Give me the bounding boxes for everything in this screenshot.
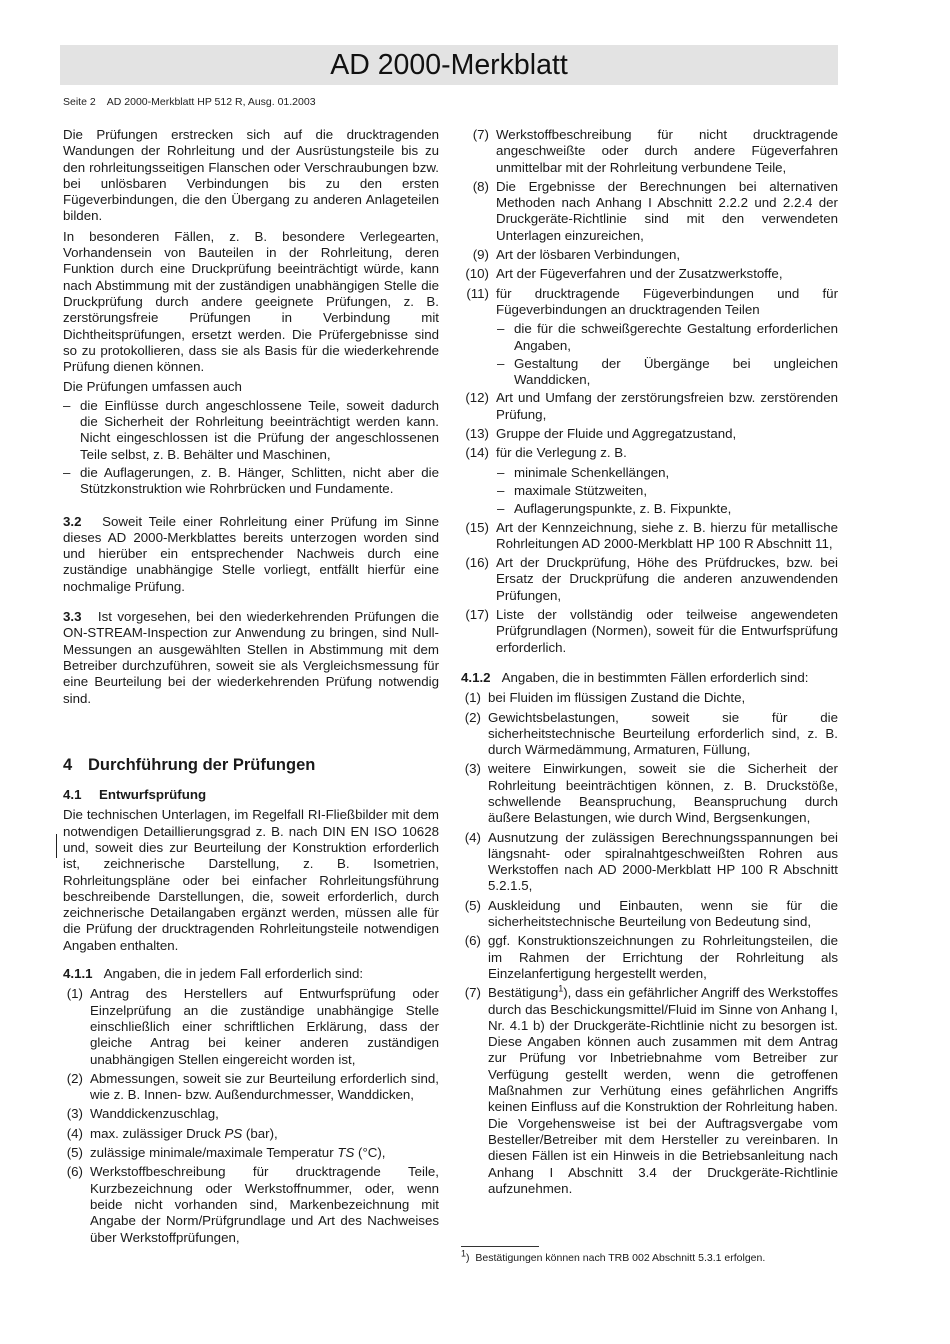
page-meta: Seite 2 AD 2000-Merkblatt HP 512 R, Ausg. 01.2003 xyxy=(63,96,316,108)
paragraph: Die Prüfungen erstrecken sich auf die drucktragenden Wandungen der Rohrleitung und der Ausrüstungsteile bis zu den rohrleitungsseitigen Flanschen oder Verschraubungen bzw. bei unlösbaren Verbindungen bis zu den ersten Fügeverbindungen, die den Übergang zu anderen Anlageteilen bilden. xyxy=(63,127,439,224)
item-text: Art der Fügeverfahren und der Zusatzwerkstoffe, xyxy=(496,266,783,282)
item-number: (6) xyxy=(464,933,481,949)
item-text: Antrag des Herstellers auf Entwurfsprüfung oder Einzelprüfung an die zuständige unabhängige Stelle einschließlich einer schriftlichen Erklärung, dass der gleiche Antrag bei keiner anderen zuständigen unabhängigen Stellen eingereicht worden ist, xyxy=(90,986,439,1067)
section-3-2: 3.2 Soweit Teile einer Rohrleitung einer Prüfung im Sinne dieses AD 2000-Merkblattes bereits unterzogen worden sind und hierüber ein entsprechender Nachweis durch eine zuständige unabhängige Stelle vorliegt, entfällt hierfür eine nochmalige Prüfung. xyxy=(63,513,439,594)
list-item xyxy=(461,247,838,263)
item-number: (2) xyxy=(66,1070,83,1086)
list-item xyxy=(461,426,838,442)
dash-marker: – xyxy=(63,464,71,480)
item-number: (2) xyxy=(464,709,481,725)
footnote-ref: 1 xyxy=(558,983,564,994)
list-item xyxy=(63,1126,439,1142)
item-text: Art der lösbaren Verbindungen, xyxy=(496,247,681,263)
item-number: (16) xyxy=(465,555,489,571)
item-text: Werkstoffbeschreibung für drucktragende Teile, Kurzbezeichnung oder Werkstoffnummer, oder, wenn beide nicht vorhanden sind, Markenbezeichnung mit Angabe der Norm/Prüfgrundlage und Art des Nachweises über Werkstoffprüfungen, xyxy=(90,1164,439,1245)
document-banner: AD 2000-Merkblatt xyxy=(60,45,838,85)
list-item xyxy=(461,761,838,826)
list-item: – Auflagerungspunkte, z. B. Fixpunkte, xyxy=(497,501,732,517)
item-number: (13) xyxy=(465,426,489,442)
item-text: Bestätigung$^1$), dass ein gefährlicher Angriff des Werkstoffes durch das Beschickungsmittel/Fluid im Sinne von Anhang I, Nr. 4.1 b) der Druckgeräte-Richtlinie nicht zu besorgen ist. Diese Angaben können auch zusammen mit dem Antrag zur Prüfung vor Inbetriebnahme vom Betreiber zur Verfügung gestellt werden, wenn die getroffenen Maßnahmen zur Verhütung eines gefährlichen Angriffs keinen Einfluss auf die Konstruktion der Rohrleitung haben. Die Vorgehensweise ist bei der Auftragsvergabe vom Besteller/Betreiber mit dem Hersteller zu vereinbaren. In diesen Fällen ist ein Hinweis in die Betriebsanleitung nach Anhang I Abschnitt 3.4 der Druckgeräte-Richtlinie aufzunehmen. xyxy=(488,983,838,1196)
paragraph: Die Prüfungen umfassen auch xyxy=(63,379,242,395)
item-text: Abmessungen, soweit sie zur Beurteilung erforderlich sind, wie z. B. Innen- bzw. Außendurchmesser, Wanddicken, xyxy=(90,1070,439,1103)
item-number: (3) xyxy=(464,761,481,777)
list-item xyxy=(63,986,439,1067)
item-text: ggf. Konstruktionszeichnungen zu Rohrleitungsteilen, die im Rahmen der Errichtung der Rohrleitung als Einzelanfertigung hergestellt werden, xyxy=(488,933,838,981)
item-number: (12) xyxy=(465,390,489,406)
list-item xyxy=(63,1145,439,1161)
list-item: – die Auflagerungen, z. B. Hänger, Schlitten, nicht aber die Stützkonstruktion wie Rohrbrücken und Fundamente. xyxy=(63,464,439,497)
dash-marker: – xyxy=(63,397,71,413)
item-number: (15) xyxy=(465,519,489,535)
list-item xyxy=(461,266,838,282)
item-number: (1) xyxy=(464,690,481,706)
list-item: – minimale Schenkellängen, xyxy=(497,464,670,480)
item-text: bei Fluiden im flüssigen Zustand die Dichte, xyxy=(488,690,746,706)
list-item xyxy=(461,830,838,895)
item-text: für die Verlegung z. B. xyxy=(496,445,627,461)
list-item xyxy=(63,1106,439,1122)
item-number: (11) xyxy=(466,285,489,301)
list-item xyxy=(461,933,838,982)
list-item xyxy=(461,286,838,319)
item-text: Werkstoffbeschreibung für nicht drucktragende angeschweißte oder durch andere Fügeverfahren unmittelbar mit der Rohrleitung verbundene Teile, xyxy=(496,127,838,175)
list-item: – die Einflüsse durch angeschlossene Teile, soweit dadurch die Sicherheit der Rohrleitung beeinträchtigt werden kann. Nicht eingeschlossen ist die Prüfung der angeschlossenen Teile selbst, z. B. Behälter und Maschinen, xyxy=(63,397,439,462)
item-text: Wanddickenzuschlag, xyxy=(90,1106,219,1122)
item-number: (14) xyxy=(465,445,489,461)
item-text: Gruppe der Fluide und Aggregatzustand, xyxy=(496,426,737,442)
list-item xyxy=(461,390,838,423)
list-item xyxy=(461,607,838,656)
item-text: max. zulässiger Druck PS (bar), xyxy=(90,1125,278,1141)
list-item xyxy=(63,1071,439,1104)
dash-list xyxy=(497,321,838,388)
section-3-3: 3.3 Ist vorgesehen, bei den wiederkehrenden Prüfungen die ON-STREAM-Inspection zur Anwendung zu bringen, sind Null-Messungen an ausgewählten Stellen in Abstimmung mit dem Betreiber durchzuführen, soweit sie als Vergleichsmessung für eine Beurteilung bei der wiederkehrenden Prüfung notwendig sind. xyxy=(63,609,439,706)
item-text: Gewichtsbelastungen, soweit sie für die sicherheitstechnische Beurteilung erforderlich sind, z. B. durch Wärmedämmung, Armaturen, Füllung, xyxy=(488,709,838,758)
item-number: (7) xyxy=(472,127,489,142)
numbered-list xyxy=(461,520,838,656)
list-item xyxy=(461,710,838,759)
section-heading-4: 4 Durchführung der Prüfungen xyxy=(63,755,316,774)
left-column xyxy=(63,127,439,1249)
section-heading-4-1: 4.1 Entwurfsprüfung xyxy=(63,787,207,803)
dash-marker: – xyxy=(497,321,505,337)
section-4-1-2: 4.1.2 Angaben, die in bestimmten Fällen erforderlich sind: xyxy=(461,669,809,685)
item-text: Auskleidung und Einbauten, wenn sie für die sicherheitstechnische Beurteilung von Bedeutung sind, xyxy=(488,897,838,930)
item-text: für drucktragende Fügeverbindungen und für Fügeverbindungen an drucktragenden Teilen xyxy=(496,285,838,317)
item-text: zulässige minimale/maximale Temperatur TS (°C), xyxy=(90,1145,386,1161)
item-text: Art der Kennzeichnung, siehe z. B. hierzu für metallische Rohrleitungen AD 2000-Merkblatt HP 100 R Abschnitt 11, xyxy=(496,519,838,551)
item-number: (1) xyxy=(66,986,83,1002)
item-text: Ausnutzung der zulässigen Berechnungsspannungen bei längsnaht- oder spiralnahtgeschweißten Rohren aus Werkstoffen nach AD 2000-Merkblatt HP 100 R Abschnitt 5.2.1.5, xyxy=(488,829,838,894)
footnote: $^1$) Bestätigungen können nach TRB 002 Abschnitt 5.3.1 erfolgen. xyxy=(461,1248,766,1264)
dash-marker: – xyxy=(497,464,505,480)
list-item xyxy=(461,179,838,244)
right-column xyxy=(461,127,838,1200)
list-item: – die für die schweißgerechte Gestaltung erforderlichen Angaben, xyxy=(497,321,838,353)
item-number: (3) xyxy=(66,1106,83,1122)
list-item xyxy=(461,555,838,604)
item-text: Liste der vollständig oder teilweise angewendeten Prüfgrundlagen (Normen), soweit für die Entwurfsprüfung erforderlich. xyxy=(496,607,838,655)
numbered-list xyxy=(63,986,439,1245)
item-number: (4) xyxy=(464,829,481,845)
section-4-1-1: 4.1.1 Angaben, die in jedem Fall erforderlich sind: xyxy=(63,966,364,982)
item-text: Art und Umfang der zerstörungsfreien bzw. zerstörenden Prüfung, xyxy=(496,390,838,422)
paragraph: Die technischen Unterlagen, im Regelfall RI-Fließbilder mit dem notwendigen Detaillierungsgrad z. B. nach DIN EN ISO 10628 und, soweit dies zur Beurteilung der Konstruktion erforderlich ist, zeichnerische Darstellung, z. B. Isometrien, Rohrleitungspläne oder bei einfacher Rohrleitungsführung beschreibende Darstellungen, die, soweit erforderlich, durch zeichnerische Detailangaben ergänzt werden, müssen alle für die Prüfung der drucktragenden Rohrleitungsteile notwendigen Angaben enthalten. xyxy=(63,807,439,953)
list-item: – maximale Stützweiten, xyxy=(497,482,648,498)
list-item xyxy=(461,898,838,931)
footnote-rule xyxy=(461,1246,539,1247)
item-number: (4) xyxy=(66,1125,83,1141)
paragraph: In besonderen Fällen, z. B. besondere Verlegearten, Vorhandensein von Bauteilen in der Rohrleitung, deren Funktion durch eine Druckprüfung beeinträchtigt würde, kann nach Abstimmung mit der zuständigen unabhängigen Stelle die Druckprüfung durch andere geeignete Prüfungen, z. B. zerstörungsfreie Prüfungen in Verbindung mit Dichtheitsprüfungen, ersetzt werden. Die Prüfergebnisse sind so zu protokollieren, dass sie als Basis für die wiederkehrende Prüfung dienen können. xyxy=(63,228,439,375)
dash-list xyxy=(497,465,838,518)
numbered-list xyxy=(461,127,838,318)
numbered-list xyxy=(461,390,838,461)
item-text: weitere Einwirkungen, soweit sie die Sicherheit der Rohrleitung beeinträchtigen können, z. B. Druckstöße, schwellende Beanspruchung, Beanspruchung durch äußere Belastungen, wie durch Wind, Bergsenkungen, xyxy=(488,761,838,826)
dash-marker: – xyxy=(497,355,505,371)
list-item xyxy=(461,690,838,706)
list-item xyxy=(63,1164,439,1245)
item-number: (9) xyxy=(472,247,489,263)
dash-marker: – xyxy=(497,501,505,517)
item-number: (5) xyxy=(66,1145,83,1161)
dash-marker: – xyxy=(497,482,505,498)
item-number: (6) xyxy=(66,1164,83,1180)
item-text: Die Ergebnisse der Berechnungen bei alternativen Methoden nach Anhang I Abschnitt 2.2.2 und 2.2.4 der Druckgeräte-Richtlinie sind mit den verwendeten Unterlagen einzureichen, xyxy=(496,178,838,243)
list-item: – Gestaltung der Übergänge bei ungleichen Wanddicken, xyxy=(497,355,838,388)
list-item xyxy=(461,520,838,553)
item-number: (7) xyxy=(464,985,481,1001)
list-item xyxy=(461,985,838,1197)
list-item xyxy=(461,127,838,176)
item-number: (8) xyxy=(472,178,489,194)
numbered-list xyxy=(461,690,838,982)
item-text: Art der Druckprüfung, Höhe des Prüfdruckes, bzw. bei Ersatz der Druckprüfung die anderen anzuwendenden Prüfungen, xyxy=(496,555,838,603)
item-number: (17) xyxy=(465,607,489,623)
change-bar xyxy=(56,834,57,858)
list-item xyxy=(461,445,838,461)
item-number: (5) xyxy=(464,897,481,913)
item-number: (10) xyxy=(465,266,489,282)
